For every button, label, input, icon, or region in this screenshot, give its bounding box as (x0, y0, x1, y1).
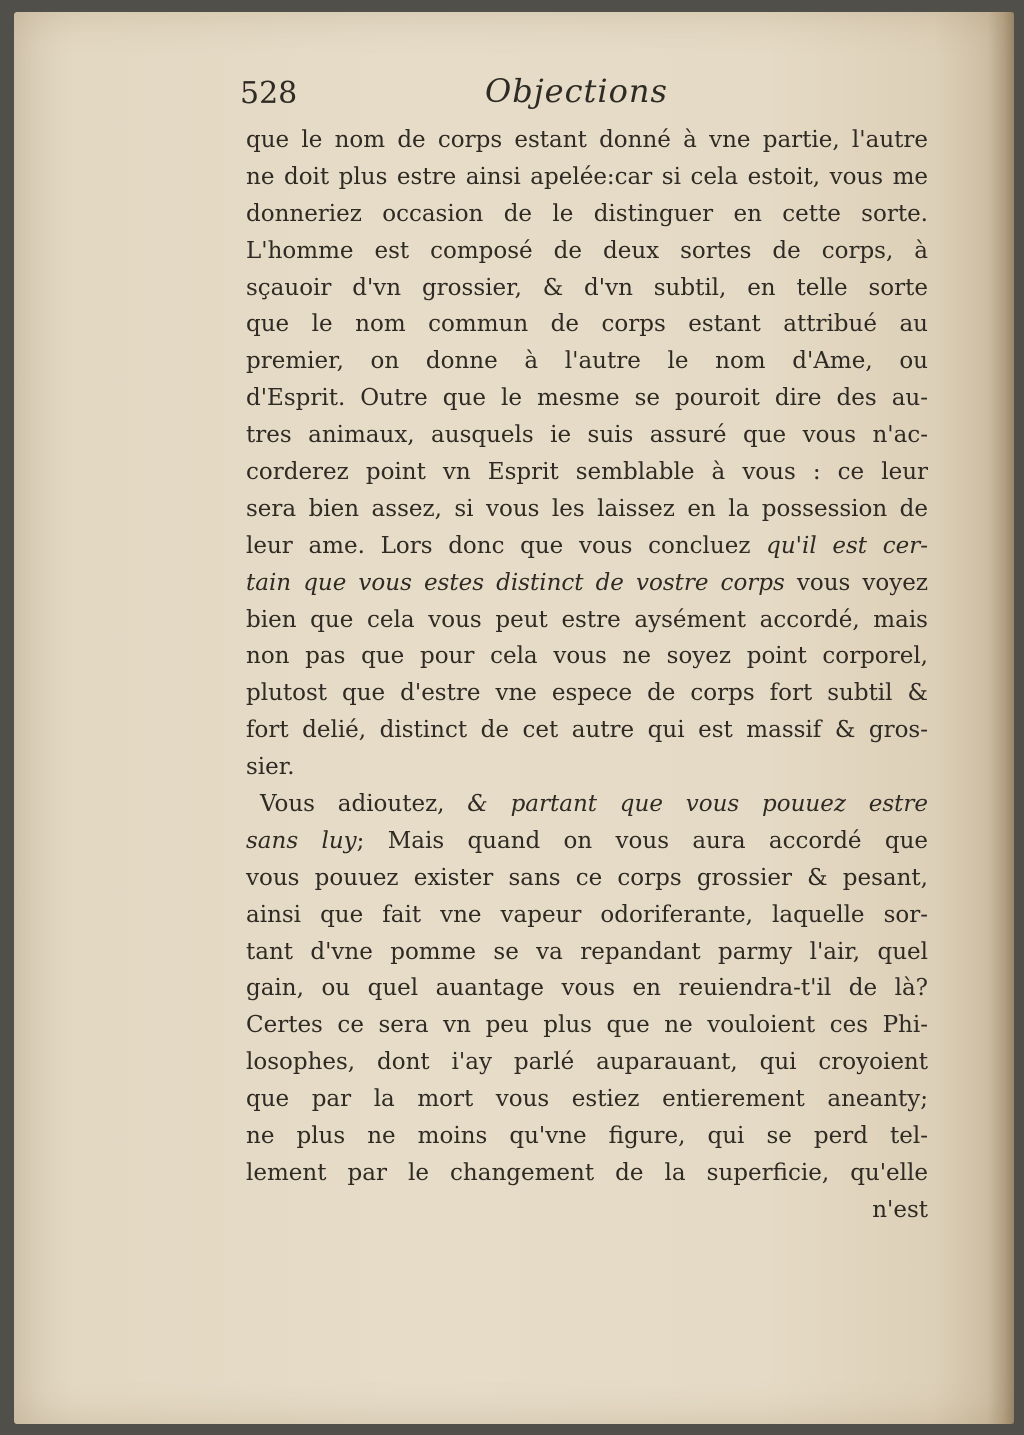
text-line (246, 934, 928, 971)
text-line (246, 1007, 928, 1044)
line-text: lement par le changement de la superficie, qu'elle (246, 1159, 928, 1186)
page-gutter-shadow (988, 12, 1014, 1424)
line-text: losophes, dont i'ay parlé auparauant, qui croyoient (246, 1049, 928, 1076)
line-text: premier, on donne à l'autre le nom d'Ame, ou (246, 348, 928, 375)
line-italic-text: & partant que vous pouuez estre (467, 791, 928, 818)
text-line (246, 749, 928, 786)
text-line (246, 712, 928, 749)
line-text: leur ame. Lors donc que vous concluez (246, 532, 767, 559)
text-line (246, 675, 928, 712)
page-header (240, 72, 670, 116)
text-line (246, 823, 928, 860)
line-text: Vous adioutez, (260, 791, 468, 818)
running-title: Objections (485, 72, 668, 110)
text-line (246, 638, 928, 675)
text-line (246, 122, 928, 159)
text-line (246, 270, 928, 307)
line-text: sera bien assez, si vous les laissez en la possession de (246, 495, 928, 522)
line-text: L'homme est composé de deux sortes de corps, à (246, 237, 928, 264)
text-line (246, 491, 928, 528)
line-text: que le nom de corps estant donné à vne partie, l'autre (246, 127, 928, 153)
text-line (246, 306, 928, 343)
text-line (246, 380, 928, 417)
line-italic-text: qu'il est cer- (766, 532, 928, 559)
line-text: gain, ou quel auantage vous en reuiendra-t'il de là? (246, 975, 928, 1002)
text-line (246, 1192, 928, 1229)
line-text: sçauoir d'vn grossier, & d'vn subtil, en telle sorte (246, 274, 928, 301)
text-line (246, 1155, 928, 1192)
text-line (246, 196, 928, 233)
line-text: non pas que pour cela vous ne soyez point corporel, (246, 643, 928, 670)
line-text-after: vous voyez (784, 569, 928, 596)
line-text: sier. (246, 754, 295, 781)
line-text: plutost que d'estre vne espece de corps fort subtil & (246, 680, 928, 707)
text-line (246, 786, 928, 823)
line-text: d'Esprit. Outre que le mesme se pouroit dire des au- (246, 385, 928, 412)
text-line (246, 159, 928, 196)
text-line (246, 1044, 928, 1081)
line-text: fort delié, distinct de cet autre qui est massif & gros- (246, 717, 928, 744)
line-text: ne plus ne moins qu'vne figure, qui se perd tel- (246, 1123, 928, 1150)
text-line (246, 970, 928, 1007)
line-text-after: ; Mais quand on vous aura accordé que (356, 827, 929, 854)
text-line (246, 860, 928, 897)
line-text: n'est (872, 1196, 928, 1223)
line-italic-text: sans luy (246, 827, 357, 854)
line-text: donneriez occasion de le distinguer en cette sorte. (246, 200, 928, 227)
page-number: 528 (240, 76, 298, 111)
text-line (246, 417, 928, 454)
line-text: que le nom commun de corps estant attribué au (246, 311, 928, 338)
line-text: ainsi que fait vne vapeur odoriferante, laquelle sor- (246, 901, 928, 928)
line-text: tres animaux, ausquels ie suis assuré que vous n'ac- (246, 422, 928, 449)
text-line (246, 454, 928, 491)
text-line (246, 1081, 928, 1118)
line-text: tant d'vne pomme se va repandant parmy l'air, quel (246, 938, 928, 965)
text-line (246, 565, 928, 602)
text-line (246, 602, 928, 639)
text-line (246, 1118, 928, 1155)
text-line (246, 897, 928, 934)
body-text (246, 122, 928, 1229)
line-text: ne doit plus estre ainsi apelée:car si cela estoit, vous me (246, 163, 928, 190)
text-line (246, 233, 928, 270)
line-text: que par la mort vous estiez entierement aneanty; (246, 1086, 928, 1113)
text-line (246, 343, 928, 380)
text-line (246, 528, 928, 565)
line-text: Certes ce sera vn peu plus que ne vouloient ces Phi- (246, 1012, 928, 1039)
line-text: corderez point vn Esprit semblable à vous : ce leur (246, 459, 928, 486)
line-italic-text: tain que vous estes distinct de vostre corps (246, 569, 785, 596)
line-text: bien que cela vous peut estre aysément accordé, mais (246, 606, 928, 633)
line-text: vous pouuez exister sans ce corps grossier & pesant, (246, 864, 928, 891)
